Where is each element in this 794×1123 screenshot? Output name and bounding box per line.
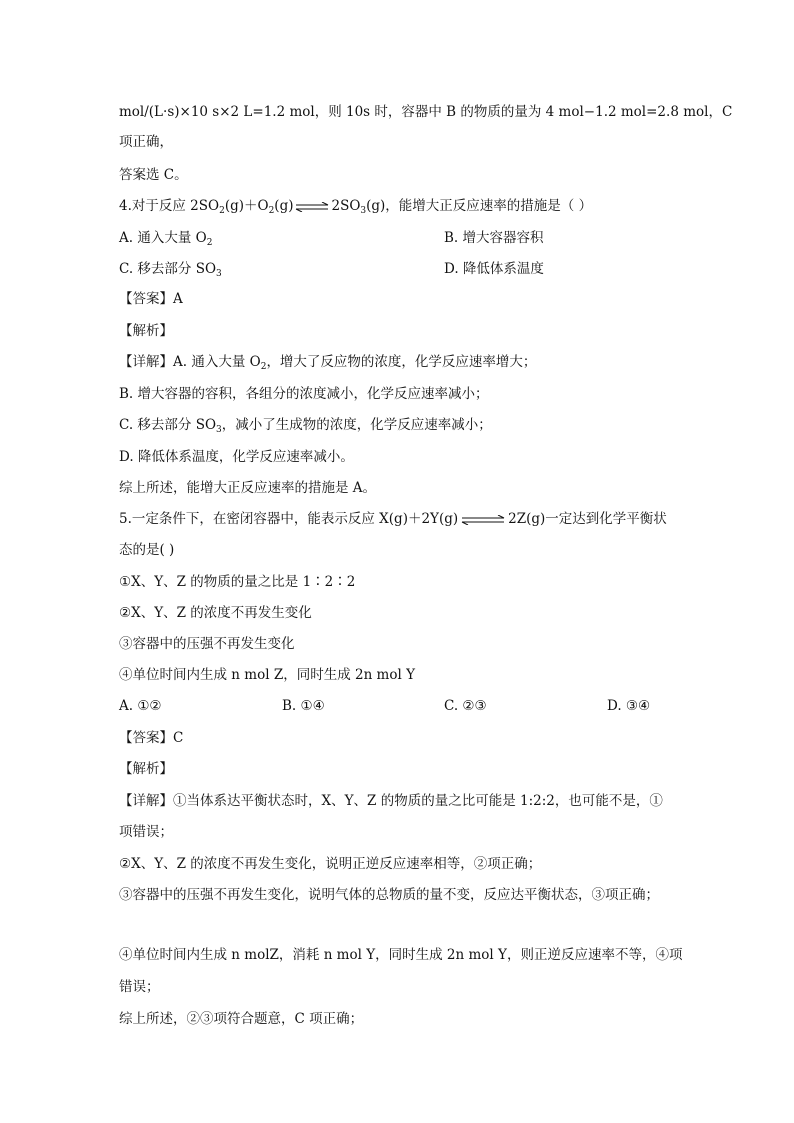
explanation-line: C. 移去部分 $SO_3$，减小了生成物的浓度，化学反应速率减小； [119,417,492,435]
explanation-line: ②X、Y、Z 的浓度不再发生变化，说明正逆反应速率相等，②项正确； [119,856,542,872]
explanation-line: 【详解】A. 通入大量 $O_2$，增大了反应物的浓度，化学反应速率增大； [119,354,537,372]
equilibrium-arrow-icon [460,515,506,525]
question-5-stem: 5.一定条件下，在密闭容器中，能表示反应 X(g)＋2Y(g) 2Z(g)一定达到化学平衡状 [119,511,667,527]
text-line: mol/(L·s)×10 s×2 L=1.2 mol，则 10s 时，容器中 B 的物质的量为 4 mol−1.2 mol=2.8 mol，C [119,104,733,120]
explanation-line: 项错误； [119,824,173,840]
option-c: C. ②③ [444,698,487,714]
explanation-line: 错误； [119,979,160,995]
option-b: B. ①④ [282,698,325,714]
option-d: D. ③④ [607,698,651,714]
statement-1: ①X、Y、Z 的物质的量之比是 1∶2∶2 [119,574,356,590]
explanation-line: ④单位时间内生成 n molZ，消耗 n mol Y，同时生成 2n mol Y，则正逆反应速率不等，④项 [119,947,683,963]
explanation-line: B. 增大容器的容积，各组分的浓度减小，化学反应速率减小； [119,386,489,402]
option-d: D. 降低体系温度 [444,261,544,277]
statement-3: ③容器中的压强不再发生变化 [119,636,295,652]
explanation-line: D. 降低体系温度，化学反应速率减小。 [119,449,354,465]
option-c: C. 移去部分 $SO_3$ [119,261,222,279]
analysis-label: 【解析】 [119,761,173,777]
option-a: A. ①② [119,698,162,714]
analysis-label: 【解析】 [119,323,173,339]
explanation-line: 【详解】①当体系达平衡状态时，X、Y、Z 的物质的量之比可能是 1:2:2，也可能不是，① [119,793,663,809]
text-line: 项正确， [119,134,173,150]
statement-4: ④单位时间内生成 n mol Z，同时生成 2n mol Y [119,667,416,683]
option-b: B. 增大容器容积 [444,230,544,246]
explanation-line: ③容器中的压强不再发生变化，说明气体的总物质的量不变，反应达平衡状态，③项正确； [119,887,659,903]
statement-2: ②X、Y、Z 的浓度不再发生变化 [119,605,312,621]
option-a: A. 通入大量 $O_2$ [119,230,213,248]
text-line: 态的是( ) [119,542,175,558]
summary-line: 综上所述，能增大正反应速率的措施是 A。 [119,480,377,496]
equilibrium-arrow-icon [295,202,329,212]
text-line: 答案选 C。 [119,167,188,183]
question-4-stem: 4.对于反应 $2SO_2(g)+O_2(g)$ $2SO_3(g)$，能增大正反应速率的措施是（ ） [119,198,593,216]
summary-line: 综上所述，②③项符合题意，C 项正确； [119,1011,364,1027]
answer-label: 【答案】C [119,730,184,746]
answer-label: 【答案】A [119,291,183,307]
